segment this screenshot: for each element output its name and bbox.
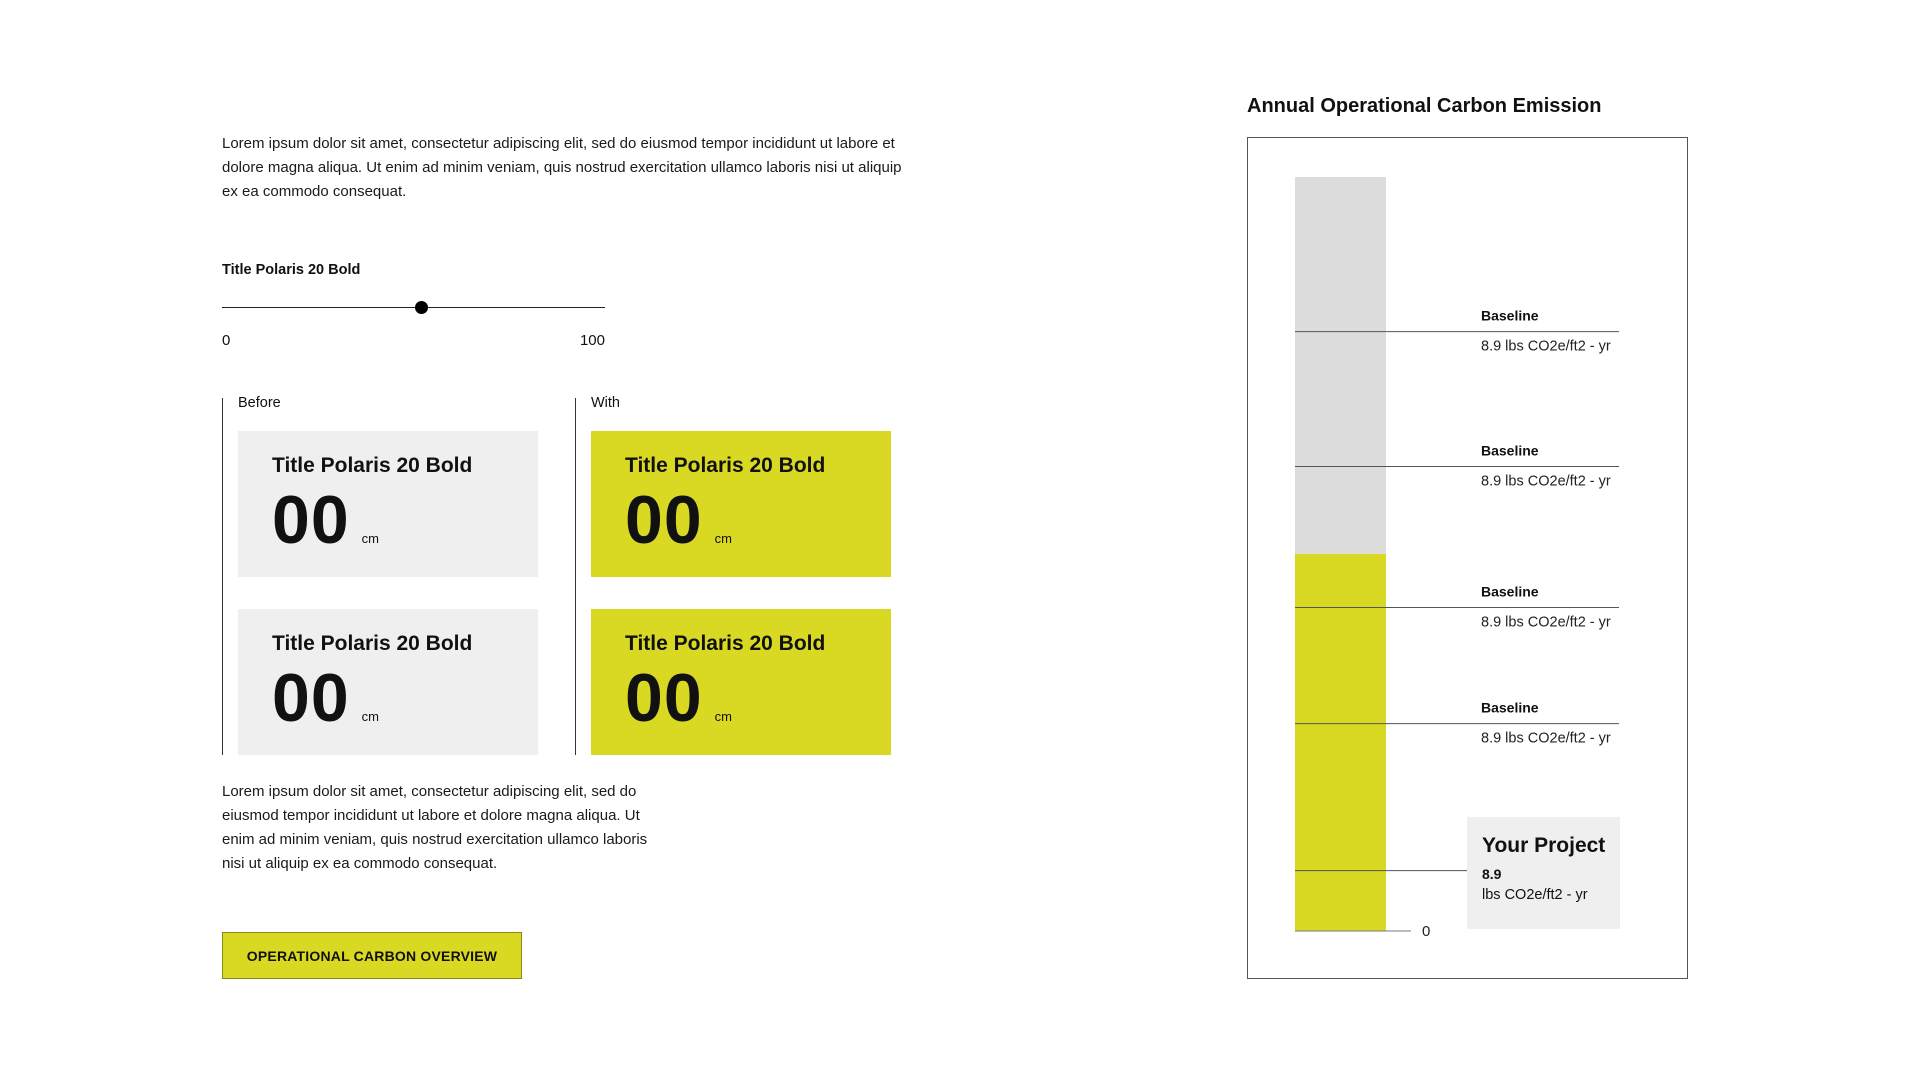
before-label: Before: [238, 395, 281, 411]
baseline-label: Baseline: [1481, 583, 1539, 600]
baseline-value: 8.9 lbs CO2e/ft2 - yr: [1481, 730, 1611, 747]
card-unit: cm: [714, 709, 732, 724]
card-title: Title Polaris 20 Bold: [272, 632, 473, 655]
with-label: With: [591, 395, 620, 411]
baseline-label: Baseline: [1481, 442, 1539, 459]
slider-handle[interactable]: [415, 301, 428, 314]
with-card: [591, 431, 891, 577]
your-project-callout: [1467, 817, 1620, 929]
card-unit: cm: [361, 709, 379, 724]
project-bar: [1295, 554, 1386, 931]
card-title: Title Polaris 20 Bold: [625, 454, 826, 477]
before-card: [238, 609, 538, 755]
slider-title: Title Polaris 20 Bold: [222, 262, 361, 278]
card-value: 00: [272, 660, 350, 736]
before-card: [238, 431, 538, 577]
your-project-value: 8.9: [1482, 866, 1502, 882]
outro-paragraph: Lorem ipsum dolor sit amet, consectetur adipiscing elit, sed do eiusmod tempor incididunt ut labore et dolore magna aliqua. Ut enim ad minim veniam, quis nostrud exercitation ullamco laboris nisi ut aliquip ex ea commodo consequat.: [222, 783, 648, 872]
chart-title: Annual Operational Carbon Emission: [1247, 95, 1602, 117]
slider-max-label: 100: [579, 332, 605, 349]
baseline-value: 8.9 lbs CO2e/ft2 - yr: [1481, 473, 1611, 490]
card-unit: cm: [361, 531, 379, 546]
baseline-value: 8.9 lbs CO2e/ft2 - yr: [1481, 338, 1611, 355]
slider-min-label: 0: [222, 332, 231, 349]
card-value: 00: [272, 482, 350, 558]
operational-carbon-overview-button[interactable]: OPERATIONAL CARBON OVERVIEW: [222, 932, 522, 979]
with-divider: [575, 398, 576, 755]
card-title: Title Polaris 20 Bold: [272, 454, 473, 477]
intro-paragraph: Lorem ipsum dolor sit amet, consectetur adipiscing elit, sed do eiusmod tempor incididunt ut labore et dolore magna aliqua. Ut enim ad minim veniam, quis nostrud exercitation ullamco laboris nisi ut aliquip ex ea commodo consequat.: [222, 135, 902, 200]
card-unit: cm: [714, 531, 732, 546]
card-value: 00: [625, 660, 703, 736]
with-card: [591, 609, 891, 755]
zero-axis-label: 0: [1422, 923, 1431, 940]
baseline-label: Baseline: [1481, 307, 1539, 324]
baseline-label: Baseline: [1481, 699, 1539, 716]
card-title: Title Polaris 20 Bold: [625, 632, 826, 655]
baseline-value: 8.9 lbs CO2e/ft2 - yr: [1481, 614, 1611, 631]
your-project-title: Your Project: [1482, 834, 1606, 857]
card-value: 00: [625, 482, 703, 558]
slider-track[interactable]: [222, 307, 605, 308]
before-divider: [222, 398, 223, 755]
your-project-unit: lbs CO2e/ft2 - yr: [1482, 887, 1588, 903]
